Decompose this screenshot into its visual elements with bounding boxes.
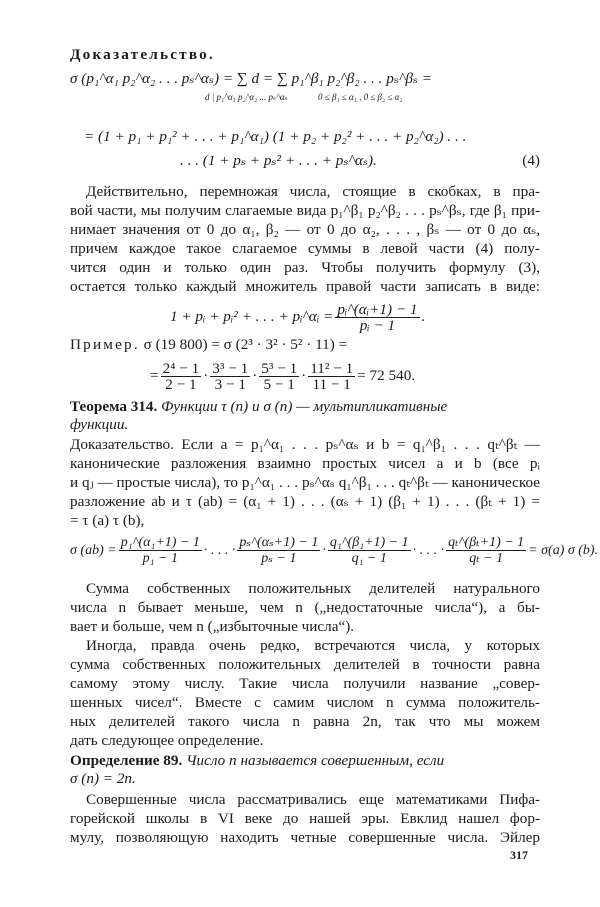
- example-frac-4-den: 11 − 1: [312, 376, 351, 394]
- example-frac-3-num: 5³ − 1: [261, 360, 298, 378]
- sigma-ab-formula: σ (ab) = $\frac{\text{p₁\textasciicircum{}(α₁+1) − 1}}{\text{p₁ − 1}}$ · . . . · $\frac{\text{pₛ\textasciicircum{}(αₛ+1) − 1}}{\text{pₛ − 1}}$ · $\frac{\text{q₁\textasciicircum{}(β₁+1) − 1}}{\text{q₁ − 1}}$ · . . . · $\frac{\text{qₜ\textasciicircum{}(βₜ+1) − 1}}{\text{qₜ − 1}}$ = σ(a) σ (b).: [70, 535, 599, 567]
- para2-line-3: вает и больше, чем n („избыточные числа“).: [70, 618, 355, 635]
- theorem-text-1: Функции τ (n) и σ (n) — мультипликативные: [161, 398, 448, 415]
- para2-line-2: числа n бывает меньше, чем n („недостаточные числа“), а бы-: [70, 599, 540, 616]
- formula-line2: = (1 + p₁ + p₁² + . . . + p₁^α₁) (1 + p₂ + p₂² + . . . + p₂^α₂) . . .: [84, 128, 467, 145]
- example-frac-4-num: 11² − 1: [310, 360, 354, 378]
- para4-line-2: горейской школы в VI веке до нашей эры. Евклид нашел фор-: [70, 810, 540, 827]
- definition-text-2: σ (n) = 2n.: [70, 770, 136, 787]
- para3-line-5: ных делителей такого числа n равна 2n, так что мы можем: [70, 713, 540, 730]
- proof2-line-3: и qⱼ — простые числа), то p₁^α₁ . . . pₛ^αₛ q₁^β₁ . . . qₜ^βₜ — каноническое: [70, 474, 540, 491]
- para1-line-6: остается только каждый множитель правой части записать в виде:: [70, 278, 540, 295]
- proof2-line-5: = τ (a) τ (b),: [70, 512, 145, 529]
- para1-line-2: вой части, мы получим слагаемые вида p₁^β₁ p₂^β₂ . . . pₛ^βₛ, где β₁ при-: [70, 202, 540, 219]
- example-frac-2: [210, 361, 250, 392]
- para1-line-3: нимает значения от 0 до α₁, β₂ — от 0 до α₂, . . . , βₛ — от 0 до αₛ,: [70, 221, 540, 238]
- proof2-line-4: разложение ab и τ (ab) = (α₁ + 1) . . . (αₛ + 1) (β₁ + 1) . . . (βₜ + 1) =: [70, 493, 540, 510]
- proof-heading: Доказательство.: [70, 46, 215, 63]
- proof2-line-1: Доказательство. Если a = p₁^α₁ . . . pₛ^αₛ и b = q₁^β₁ . . . qₜ^βₜ —: [70, 436, 540, 453]
- sigma-frac-3-num: q₁^(β₁+1) − 1: [329, 535, 409, 551]
- example-frac-4: [308, 361, 355, 392]
- sigma-frac-4-den: qₜ − 1: [469, 551, 504, 567]
- sigma-frac-1-den: p₁ − 1: [142, 551, 178, 567]
- theorem-text-2: функции.: [70, 416, 129, 433]
- sigma-frac-3: [328, 535, 411, 566]
- example-frac-2-num: 3³ − 1: [212, 360, 249, 378]
- example-result: = 72 540.: [357, 367, 416, 384]
- sigma-frac-1: [119, 535, 202, 566]
- sum2-subscript: 0 ≤ β₁ ≤ α₁ , 0 ≤ β₂ ≤ α₂: [318, 92, 403, 102]
- example-frac-3-den: 5 − 1: [263, 376, 295, 394]
- sigma-frac-2-den: pₛ − 1: [261, 551, 297, 567]
- example-frac-1: [161, 361, 202, 392]
- example-line1: σ (19 800) = σ (2³ · 3² · 5² · 11) =: [143, 336, 348, 353]
- para2-line-1: Сумма собственных положительных делителей натурального: [86, 580, 540, 597]
- theorem-label: Теорема 314.: [70, 398, 158, 415]
- sigma-ab-result: = σ(a) σ (b).: [528, 543, 599, 558]
- page-number: 317: [510, 848, 528, 862]
- formula-geometric: 1 + pᵢ + pᵢ² + . . . + pᵢ^αᵢ = $\frac{\text{pᵢ\textasciicircum{}(αᵢ+1) − 1}}{\text{pᵢ − 1}}$ .: [170, 301, 426, 335]
- para3-line-2: сумма собственных положительных делителей в точности равна: [70, 656, 540, 673]
- para4-line-3: мулу, позволяющую находить четные совершенные числа. Эйлер: [70, 829, 540, 846]
- sum1-subscript: d | p₁^α₁ p₂^α₂ ... pₛ^αₛ: [205, 92, 288, 102]
- example-line1-wrap: [70, 336, 540, 354]
- para3-line-3: самому этому числу. Такие числа получили название „совер-: [70, 675, 540, 692]
- geometric-numerator: pᵢ^(αᵢ+1) − 1: [337, 301, 418, 319]
- sigma-frac-3-den: q₁ − 1: [351, 551, 387, 567]
- sigma-ab-lhs: σ (ab) =: [70, 543, 117, 558]
- sigma-frac-4: [446, 535, 526, 566]
- proof2-line-2: канонические разложения взаимно простых чисел a и b (все pᵢ: [70, 455, 540, 472]
- definition-label: Определение 89.: [70, 752, 183, 769]
- equation-number: (4): [522, 152, 540, 169]
- para3-line-6: дать следующее определение.: [70, 732, 264, 749]
- sigma-frac-2-num: pₛ^(αₛ+1) − 1: [239, 535, 319, 551]
- example-label: Пример.: [70, 336, 140, 353]
- para1-line-5: чится один и только один раз. Чтобы получить формулу (3),: [70, 259, 540, 276]
- formula-line3-wrap: [180, 152, 540, 170]
- geometric-lhs: 1 + pᵢ + pᵢ² + . . . + pᵢ^αᵢ =: [170, 308, 334, 325]
- para1-line-4: причем каждое такое слагаемое суммы в левой части (4) полу-: [70, 240, 540, 257]
- example-frac-1-den: 2 − 1: [165, 376, 197, 394]
- para3-line-4: шенных чисел“. Вместе с самим числом n сумма положитель-: [70, 694, 540, 711]
- theorem-line1: [70, 398, 540, 416]
- sigma-frac-4-num: qₜ^(βₜ+1) − 1: [448, 535, 525, 551]
- example-frac-3: [259, 361, 299, 392]
- definition-text-1: Число n называется совершенным, если: [186, 752, 445, 769]
- sigma-frac-1-num: p₁^(α₁+1) − 1: [120, 535, 200, 551]
- formula-line3: . . . (1 + pₛ + pₛ² + . . . + pₛ^αₛ).: [180, 152, 377, 169]
- example-frac-1-num: 2⁴ − 1: [162, 360, 200, 378]
- geometric-fraction: [335, 302, 419, 333]
- example-fractions: = $\frac{\text{2⁴ − 1}}{2 - 1}$ · $\frac{\text{3³ − 1}}{3 - 1}$ · $\frac{\text{5³ − 1}}{5 - 1}$ · $\frac{\text{11² − 1}}{11 - 1}$ = 72 540.: [150, 360, 416, 394]
- definition-line1: [70, 752, 540, 770]
- para1-line-1: Действительно, перемножая числа, стоящие в скобках, в пра-: [86, 183, 540, 200]
- formula-sigma-line1: σ (p₁^α₁ p₂^α₂ . . . pₛ^αₛ) = ∑ d = ∑ p₁^β₁ p₂^β₂ . . . pₛ^βₛ =: [70, 70, 433, 87]
- para4-line-1: Совершенные числа рассматривались еще математиками Пифа-: [86, 791, 540, 808]
- geometric-denominator: pᵢ − 1: [359, 317, 396, 335]
- sigma-frac-2: [237, 535, 320, 566]
- para3-line-1: Иногда, правда очень редко, встречаются числа, у которых: [86, 637, 540, 654]
- example-frac-2-den: 3 − 1: [214, 376, 246, 394]
